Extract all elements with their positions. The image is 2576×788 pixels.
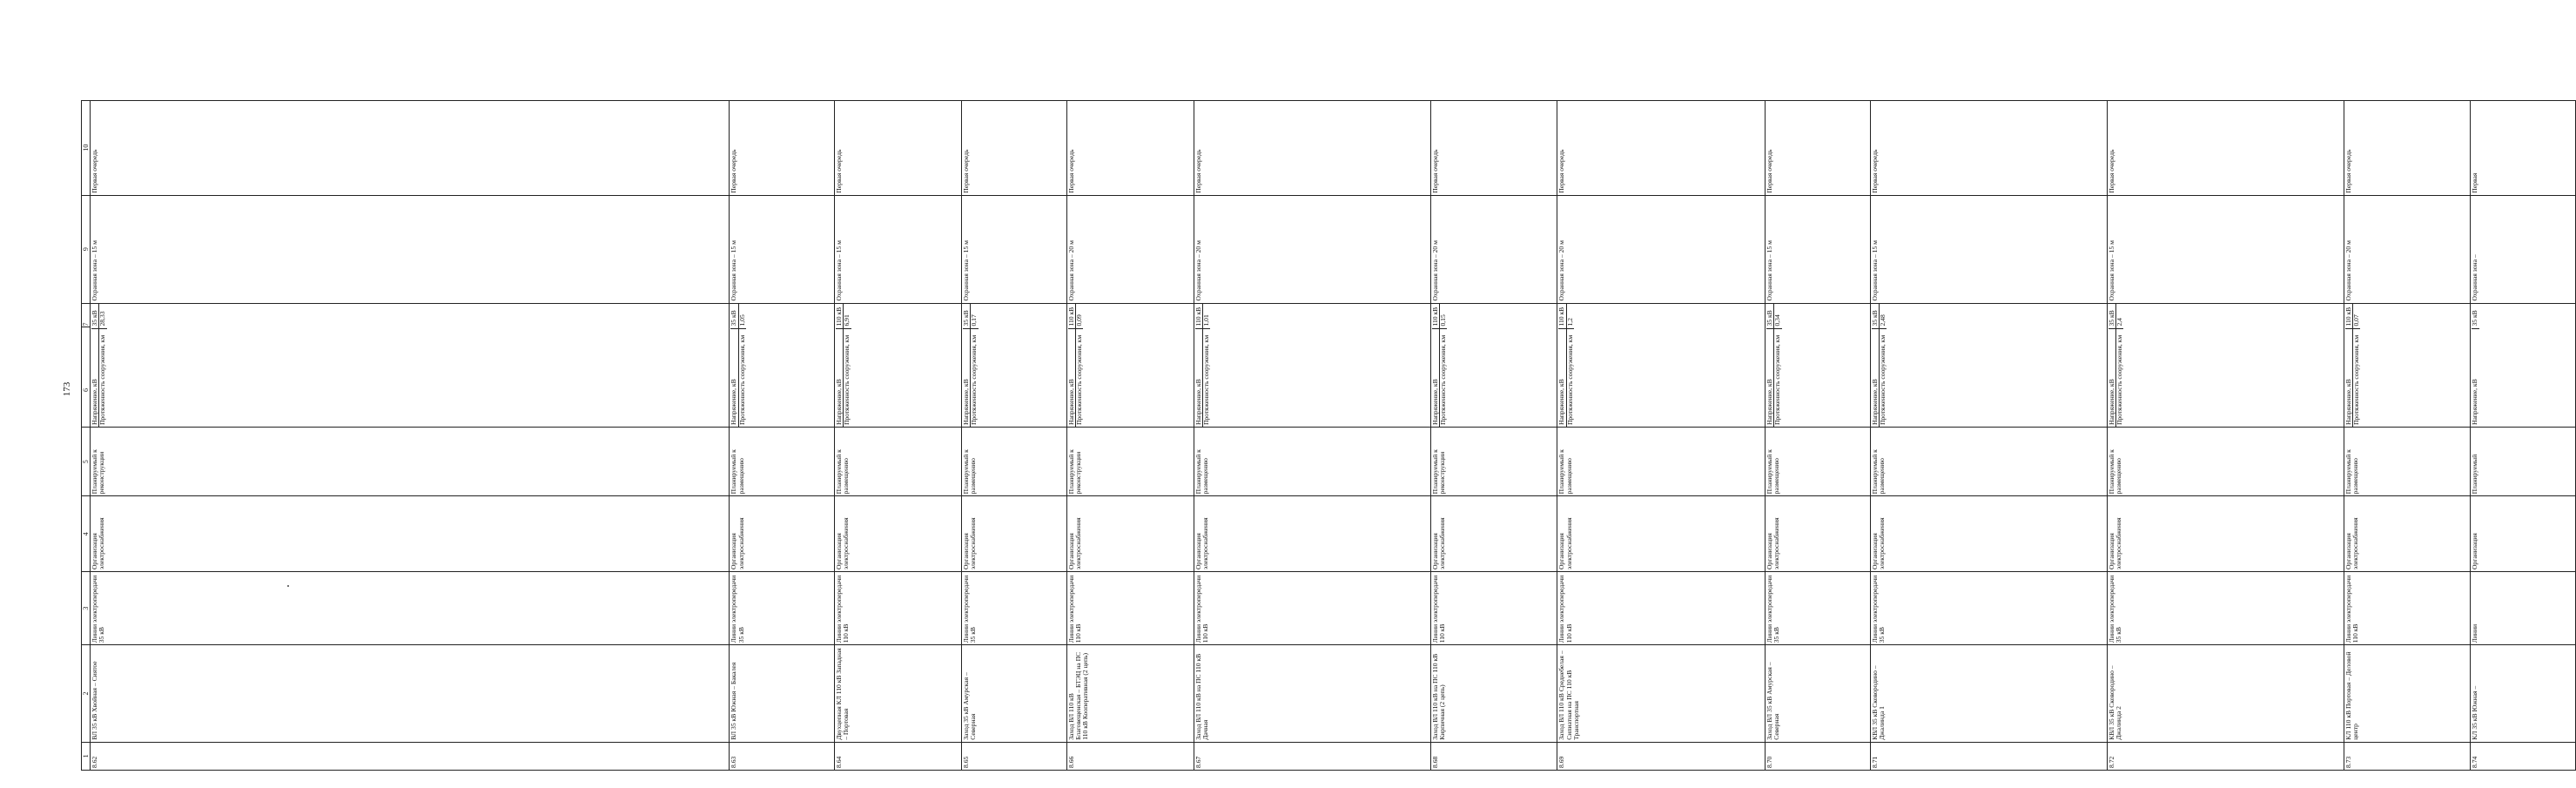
header-cell-6	[82, 303, 91, 427]
param-key: Протяженность сооружения, км	[2351, 334, 2360, 426]
protection-zone: Охранная зона – 15 м	[835, 195, 962, 303]
header-cell-2: 2	[82, 645, 91, 743]
param-line	[2116, 304, 2123, 427]
param-key: Протяженность сооружения, км	[1565, 334, 1574, 426]
object-purpose: Организация электроснабжения	[835, 496, 962, 572]
param-key: Протяженность сооружения, км	[970, 334, 979, 426]
object-name: Заход 35 кВ Амурская – Северная	[961, 645, 1066, 743]
table-row	[2107, 57, 2344, 771]
param-value: 35 кВ	[1872, 304, 1879, 329]
object-params	[2107, 303, 2344, 427]
construction-queue: Первая очередь	[1194, 100, 1430, 195]
param-key: Напряжение, кВ	[835, 379, 844, 426]
param-key: Напряжение, кВ	[1870, 379, 1879, 426]
construction-queue: Первая очередь	[961, 100, 1066, 195]
construction-queue: Первая очередь	[1557, 100, 1765, 195]
header-cell-1: 1	[82, 742, 91, 770]
protection-zone: Охранная зона –	[2471, 195, 2576, 303]
object-name: КВЛ 35 кВ Сковородино – Джалинда 2	[2107, 645, 2344, 743]
param-value: 28,33	[99, 304, 106, 329]
param-value: 6,91	[844, 304, 851, 329]
object-purpose: Организация электроснабжения	[2107, 496, 2344, 572]
param-value: 35 кВ	[1766, 304, 1773, 329]
param-value: 0,34	[1774, 304, 1781, 329]
object-purpose: Организация	[2471, 496, 2576, 572]
param-value: 110 кВ	[1195, 304, 1202, 329]
param-key: Напряжение, кВ	[1066, 379, 1075, 426]
object-status: Планируемый к размещению	[1765, 428, 1870, 496]
construction-queue: Первая очередь	[730, 100, 835, 195]
object-status: Планируемый к размещению	[730, 428, 835, 496]
param-value: 0,15	[1440, 304, 1447, 329]
object-status: Планируемый к размещению	[2107, 428, 2344, 496]
table-row	[2471, 57, 2576, 771]
protection-zone: Охранная зона – 20 м	[1194, 195, 1430, 303]
param-value: 110 кВ	[2345, 304, 2352, 329]
header-row	[82, 57, 91, 771]
row-number: 8.69	[1557, 742, 1765, 770]
header-cell-10: 10	[82, 100, 91, 195]
table-row	[2344, 57, 2471, 771]
param-key: Протяженность сооружения, км	[1878, 334, 1887, 426]
header-cell-3: 3	[82, 572, 91, 645]
object-params	[1765, 303, 1870, 427]
object-purpose: Организация электроснабжения	[2344, 496, 2471, 572]
construction-queue: Первая очередь	[1430, 100, 1557, 195]
object-purpose: Организация электроснабжения	[1557, 496, 1765, 572]
param-line	[1076, 304, 1083, 427]
param-value: 2,48	[1880, 304, 1887, 329]
construction-queue: Первая очередь	[91, 100, 730, 195]
param-line	[1774, 304, 1781, 427]
row-number: 8.67	[1194, 742, 1430, 770]
object-status: Планируемый к размещению	[1870, 428, 2107, 496]
protection-zone: Охранная зона – 15 м	[91, 195, 730, 303]
param-value: 0,09	[1076, 304, 1083, 329]
protection-zone: Охранная зона – 15 м	[2107, 195, 2344, 303]
construction-queue: Первая очередь	[835, 100, 962, 195]
object-name: Заход ВЛ 110 кВ Среднебелая – Сипиатная на ПС 110 кВ Транспортная	[1557, 645, 1765, 743]
param-key: Напряжение, кВ	[730, 379, 738, 426]
row-number: 8.65	[961, 742, 1066, 770]
object-status: Планируемый к реконструкции	[1066, 428, 1194, 496]
param-line	[1440, 304, 1447, 427]
object-name: Заход ВЛ 110 кВ на ПС 110 кВ Кирпичная (2 цепь)	[1430, 645, 1557, 743]
param-value: 35 кВ	[2472, 304, 2478, 329]
header-cell-5: 5	[82, 428, 91, 496]
object-status: Планируемый к размещению	[2344, 428, 2471, 496]
object-status: Планируемый к размещению	[835, 428, 962, 496]
param-line	[1880, 304, 1887, 427]
param-line	[1567, 304, 1574, 427]
object-status: Планируемый к реконструкции	[1430, 428, 1557, 496]
object-type: Линии электропередачи 35 кВ	[2107, 572, 2344, 645]
object-params	[2344, 303, 2471, 427]
object-type: Линии электропередачи 35 кВ	[1870, 572, 2107, 645]
table-row	[1194, 57, 1430, 771]
object-status: Планируемый к реконструкции	[91, 428, 730, 496]
construction-queue: Первая очередь	[1765, 100, 1870, 195]
param-value: 35 кВ	[730, 304, 737, 329]
rotated-table-container	[81, 57, 2479, 771]
row-number: 8.62	[91, 742, 730, 770]
param-value: 110 кВ	[1432, 304, 1439, 329]
construction-queue: Первая очередь	[1066, 100, 1194, 195]
table-row	[1765, 57, 1870, 771]
object-name: КЛ 35 кВ Южная –	[2471, 645, 2576, 743]
header-cell-4: 4	[82, 496, 91, 572]
param-key: Протяженность сооружения, км	[737, 334, 746, 426]
object-params	[835, 303, 962, 427]
object-type: Линии электропередачи 110 кВ	[1066, 572, 1194, 645]
object-params	[2471, 303, 2576, 427]
object-status: Планируемый к размещению	[961, 428, 1066, 496]
row-number: 8.73	[2344, 742, 2471, 770]
table-row	[1557, 57, 1765, 771]
protection-zone: Охранная зона – 15 м	[1765, 195, 1870, 303]
protection-zone: Охранная зона – 20 м	[1557, 195, 1765, 303]
object-params	[730, 303, 835, 427]
param-key: Протяженность сооружения, км	[1773, 334, 1782, 426]
construction-queue: Первая очередь	[1870, 100, 2107, 195]
table-row	[1066, 57, 1194, 771]
object-name: Заход ВЛ 35 кВ Амурская – Северная	[1765, 645, 1870, 743]
param-value: 0,07	[2353, 304, 2360, 329]
row-number: 8.71	[1870, 742, 2107, 770]
param-value: 1,2	[1567, 304, 1574, 329]
object-type: Линии электропередачи 110 кВ	[2344, 572, 2471, 645]
param-key: Напряжение, кВ	[1430, 379, 1439, 426]
param-value: 1,01	[1203, 304, 1210, 329]
construction-queue: Первая	[2471, 100, 2576, 195]
object-params	[1430, 303, 1557, 427]
object-name: Заход ВЛ 110 кВ на ПС 110 кВ Дачная	[1194, 645, 1430, 743]
protection-zone: Охранная зона – 20 м	[1066, 195, 1194, 303]
param-value: 35 кВ	[963, 304, 970, 329]
param-line	[2472, 304, 2478, 427]
object-purpose: Организация электроснабжения	[1194, 496, 1430, 572]
object-purpose: Организация электроснабжения	[1765, 496, 1870, 572]
object-purpose: Организация электроснабжения	[1870, 496, 2107, 572]
objects-table	[81, 57, 2576, 771]
param-line	[1203, 304, 1210, 427]
object-params	[1066, 303, 1194, 427]
protection-zone: Охранная зона – 20 м	[1430, 195, 1557, 303]
table-row	[730, 57, 835, 771]
param-key: Напряжение, кВ	[2471, 379, 2479, 426]
object-type: Линии электропередачи 35 кВ	[91, 572, 730, 645]
object-params	[1870, 303, 2107, 427]
protection-zone: Охранная зона – 20 м	[2344, 195, 2471, 303]
table-row	[835, 57, 962, 771]
row-number: 8.70	[1765, 742, 1870, 770]
param-value: 110 кВ	[1068, 304, 1075, 329]
row-number: 8.63	[730, 742, 835, 770]
row-number: 8.72	[2107, 742, 2344, 770]
object-status: Планируемый	[2471, 428, 2576, 496]
param-value: 35 кВ	[2109, 304, 2115, 329]
object-purpose: Организация электроснабжения	[961, 496, 1066, 572]
param-value: 35 кВ	[91, 304, 98, 329]
row-number: 8.68	[1430, 742, 1557, 770]
table-row	[91, 57, 730, 771]
param-key: Протяженность сооружения, км	[1201, 334, 1210, 426]
table-row	[961, 57, 1066, 771]
param-value: 0,17	[971, 304, 978, 329]
object-status: Планируемый к размещению	[1557, 428, 1765, 496]
param-key: Напряжение, кВ	[1557, 379, 1566, 426]
table-row	[1430, 57, 1557, 771]
protection-zone: Охранная зона – 15 м	[730, 195, 835, 303]
param-line	[971, 304, 978, 427]
construction-queue: Первая очередь	[2344, 100, 2471, 195]
row-number: 8.74	[2471, 742, 2576, 770]
object-name: КВЛ 35 кВ Сковородино – Джалинда 1	[1870, 645, 2107, 743]
param-key: Напряжение, кВ	[2344, 379, 2352, 426]
param-value: 110 кВ	[836, 304, 843, 329]
object-type: Линии электропередачи 110 кВ	[1430, 572, 1557, 645]
param-key: Напряжение, кВ	[961, 379, 970, 426]
header-cell-7-label: 7	[82, 304, 90, 327]
object-params	[961, 303, 1066, 427]
object-name: ВЛ 35 кВ Южная – Бакалея	[730, 645, 835, 743]
object-type: Линии электропередачи 35 кВ	[1765, 572, 1870, 645]
page-number: 173	[62, 381, 72, 397]
param-key: Протяженность сооружения, км	[1438, 334, 1447, 426]
object-name: Двухцепная КЛ 110 кВ Западная – Портовая	[835, 645, 962, 743]
row-number: 8.64	[835, 742, 962, 770]
construction-queue: Первая очередь	[2107, 100, 2344, 195]
object-type: Линии электропередачи 35 кВ	[961, 572, 1066, 645]
param-line	[99, 304, 106, 427]
object-params	[1557, 303, 1765, 427]
protection-zone: Охранная зона – 15 м	[1870, 195, 2107, 303]
param-key: Протяженность сооружения, км	[98, 334, 107, 426]
header-cell-9: 9	[82, 195, 91, 303]
param-key: Протяженность сооружения, км	[1075, 334, 1084, 426]
param-line	[844, 304, 851, 427]
object-type: Линии	[2471, 572, 2576, 645]
param-value: 1,05	[739, 304, 746, 329]
object-status: Планируемый к размещению	[1194, 428, 1430, 496]
object-type: Линии электропередачи 110 кВ	[1194, 572, 1430, 645]
param-key: Напряжение, кВ	[2107, 379, 2115, 426]
table-body	[91, 57, 2576, 771]
object-purpose: Организация электроснабжения	[1430, 496, 1557, 572]
param-line	[2353, 304, 2360, 427]
param-key: Протяженность сооружения, км	[2115, 334, 2123, 426]
param-key: Напряжение, кВ	[91, 379, 98, 426]
table-row	[1870, 57, 2107, 771]
header-cell-6-label: 6	[82, 388, 90, 393]
param-key: Напряжение, кВ	[1194, 379, 1202, 426]
object-purpose: Организация электроснабжения	[1066, 496, 1194, 572]
object-purpose: Организация электроснабжения	[91, 496, 730, 572]
object-params	[1194, 303, 1430, 427]
param-key: Протяженность сооружения, км	[843, 334, 851, 426]
object-name: Заход ВЛ 110 кВ Благовещенская – БТЭЦ на ПС 110 кВ Кооперативная (2 цепь)	[1066, 645, 1194, 743]
object-type: Линии электропередачи 110 кВ	[1557, 572, 1765, 645]
object-purpose: Организация электроснабжения	[730, 496, 835, 572]
param-key: Напряжение, кВ	[1765, 379, 1773, 426]
param-value: 2,4	[2116, 304, 2123, 329]
object-name: КЛ 110 кВ Портовая – Деловой центр	[2344, 645, 2471, 743]
param-value: 110 кВ	[1558, 304, 1565, 329]
object-type: Линии электропередачи 35 кВ	[730, 572, 835, 645]
protection-zone: Охранная зона – 15 м	[961, 195, 1066, 303]
row-number: 8.66	[1066, 742, 1194, 770]
param-line	[739, 304, 746, 427]
object-params	[91, 303, 730, 427]
object-name: ВЛ 35 кВ Хвойная – Сиятое	[91, 645, 730, 743]
object-type: Линии электропередачи 110 кВ	[835, 572, 962, 645]
